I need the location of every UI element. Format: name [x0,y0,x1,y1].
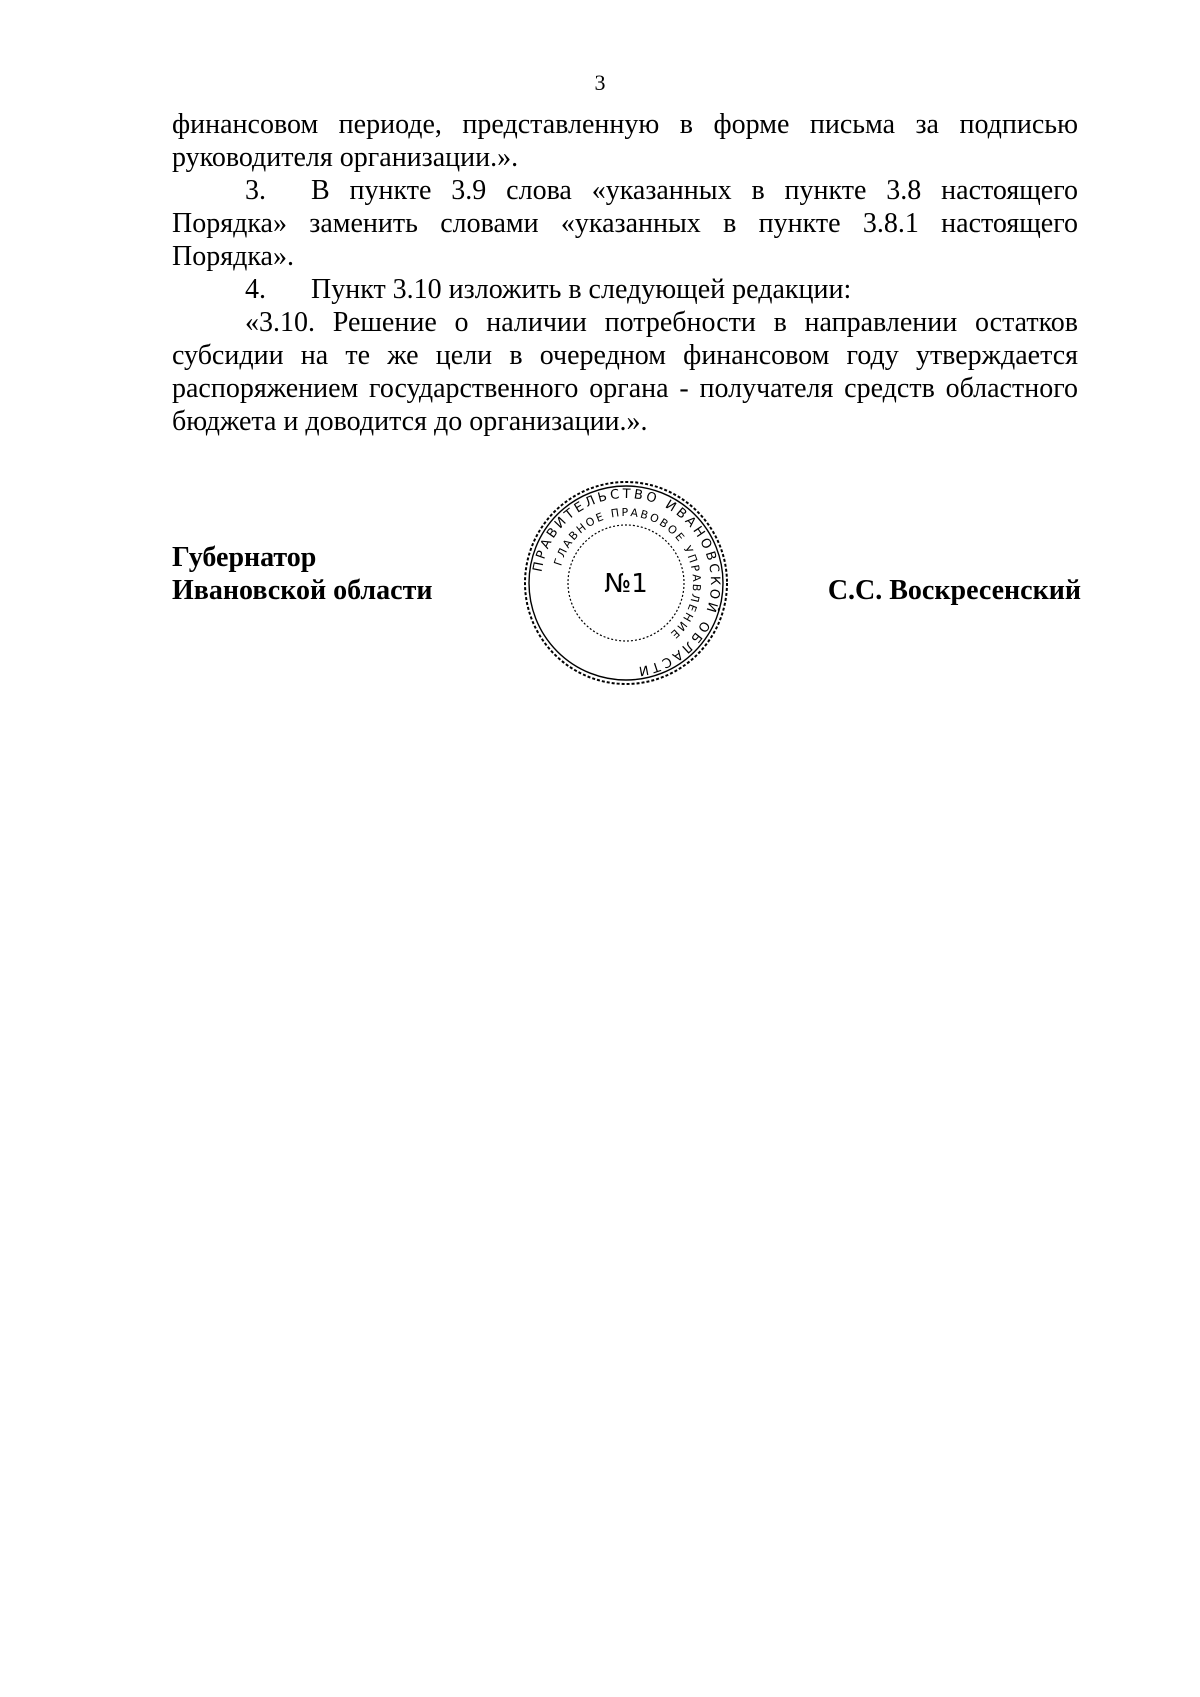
paragraph-item-3 [172,174,1078,273]
paragraph-continuation: финансовом периоде, представленную в форме письма за подписью руководителя организации.». [172,109,1078,173]
item-text: Пункт 3.10 изложить в следующей редакции: [311,274,852,305]
paragraph-quote: «3.10. Решение о наличии потребности в направлении остатков субсидии на те же цели в очередном финансовом году утверждается распоряжением государственного органа - получателя средств областного бюджета и доводится до организации.». [172,307,1078,437]
item-number: 3. [245,175,266,206]
document-body [172,108,1078,438]
signatory-title [172,541,432,607]
official-seal-icon [521,478,731,688]
signatory-title-line2: Ивановской области [172,575,433,606]
item-text: В пункте 3.9 слова «указанных в пункте 3.8 настоящего Порядка» заменить словами «указанных в пункте 3.8.1 настоящего Порядка». [172,175,1078,272]
signatory-name: С.С. Воскресенский [827,575,1081,606]
item-number: 4. [245,274,266,305]
paragraph-item-4 [172,273,1078,306]
seal-center-text: №1 [604,569,648,599]
signatory-title-line1: Губернатор [172,542,317,573]
seal-inner-text: ГЛАВНОЕ ПРАВОВОЕ УПРАВЛЕНИЕ [551,505,704,643]
seal-outer-text: ПРАВИТЕЛЬСТВО ИВАНОВСКОЙ ОБЛАСТИ [530,486,723,679]
page-number: 3 [594,70,606,95]
